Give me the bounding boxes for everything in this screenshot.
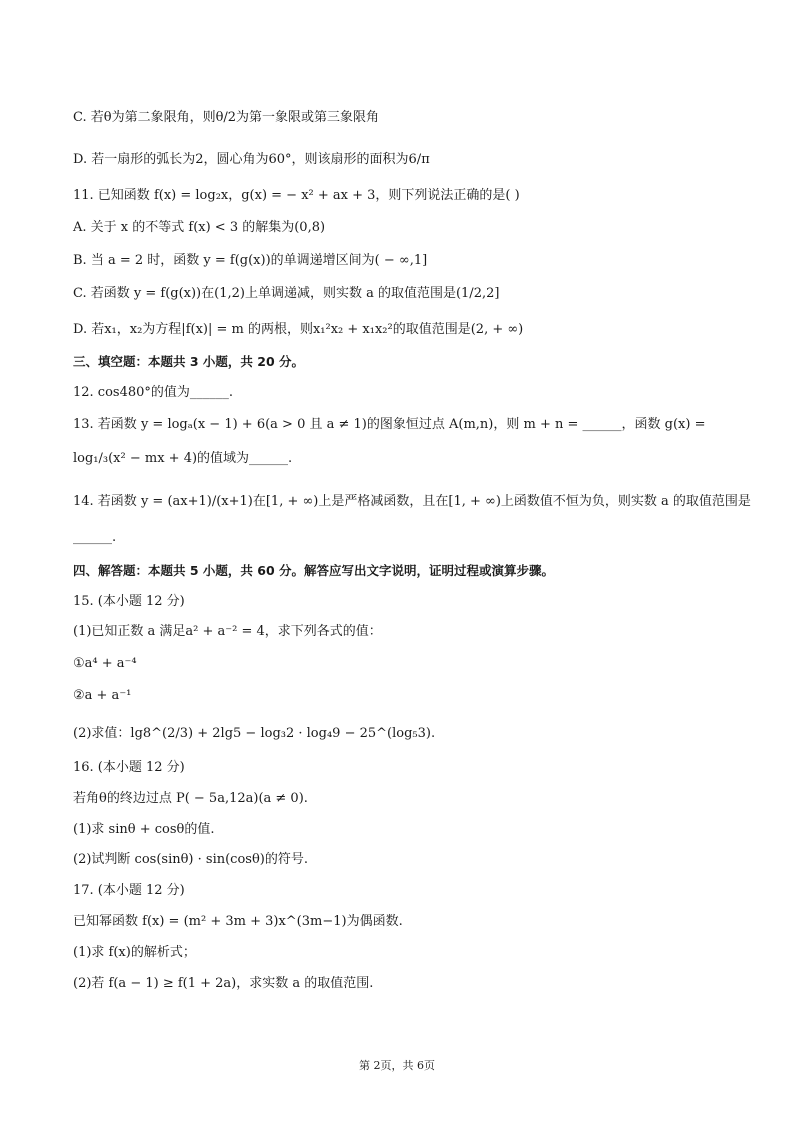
- q15-head: 15. (本小题 12 分): [73, 594, 185, 609]
- q14-line2: ______.: [73, 530, 117, 545]
- q12: 12. cos480°的值为______.: [73, 385, 234, 400]
- q15-part2: (2)求值：lg8^(2/3) + 2lg5 − log₃2 · log₄9 − 25^(log₅3).: [73, 726, 436, 741]
- q11-option-b: B. 当 a = 2 时，函数 y = f(g(x))的单调递增区间为( − ∞,1]: [73, 253, 428, 268]
- q16-stem: 若角θ的终边过点 P( − 5a,12a)(a ≠ 0).: [73, 791, 308, 806]
- q10-option-d: D. 若一扇形的弧长为2，圆心角为60°，则该扇形的面积为6/π: [73, 152, 430, 167]
- section3-title: 三、填空题：本题共 3 小题，共 20 分。: [73, 354, 305, 369]
- q10-option-c: C. 若θ为第二象限角，则θ/2为第一象限或第三象限角: [73, 110, 380, 125]
- q13-line2: log₁/₃(x² − mx + 4)的值域为______.: [73, 451, 293, 466]
- q15-item1: ①a⁴ + a⁻⁴: [73, 656, 137, 671]
- q14-line1: 14. 若函数 y = (ax+1)/(x+1)在[1, + ∞)上是严格减函数，且在[1, + ∞)上函数值不恒为负，则实数 a 的取值范围是: [73, 494, 751, 509]
- q17-part1: (1)求 f(x)的解析式；: [73, 945, 196, 960]
- q15-item2: ②a + a⁻¹: [73, 688, 132, 703]
- q16-part2: (2)试判断 cos(sinθ) · sin(cosθ)的符号.: [73, 852, 308, 867]
- q17-stem: 已知幂函数 f(x) = (m² + 3m + 3)x^(3m−1)为偶函数.: [73, 914, 403, 929]
- q17-head: 17. (本小题 12 分): [73, 883, 185, 898]
- section4-title: 四、解答题：本题共 5 小题，共 60 分。解答应写出文字说明，证明过程或演算步骤。: [73, 563, 555, 578]
- q13-line1: 13. 若函数 y = logₐ(x − 1) + 6(a > 0 且 a ≠ 1)的图象恒过点 A(m,n)，则 m + n = ______，函数 g(x) =: [73, 417, 706, 432]
- q11-option-a: A. 关于 x 的不等式 f(x) < 3 的解集为(0,8): [73, 220, 326, 235]
- q16-head: 16. (本小题 12 分): [73, 760, 185, 775]
- q17-part2: (2)若 f(a − 1) ≥ f(1 + 2a)，求实数 a 的取值范围.: [73, 976, 374, 991]
- q11-option-c: C. 若函数 y = f(g(x))在(1,2)上单调递减，则实数 a 的取值范围是(1/2,2]: [73, 286, 500, 301]
- q16-part1: (1)求 sinθ + cosθ的值.: [73, 822, 215, 837]
- q11-stem: 11. 已知函数 f(x) = log₂x，g(x) = − x² + ax + 3，则下列说法正确的是( ): [73, 188, 520, 203]
- page-footer: 第 2页，共 6页: [359, 1059, 435, 1072]
- q15-part1: (1)已知正数 a 满足a² + a⁻² = 4，求下列各式的值：: [73, 624, 382, 639]
- q11-option-d: D. 若x₁，x₂为方程|f(x)| = m 的两根，则x₁²x₂ + x₁x₂²的取值范围是(2, + ∞): [73, 322, 524, 337]
